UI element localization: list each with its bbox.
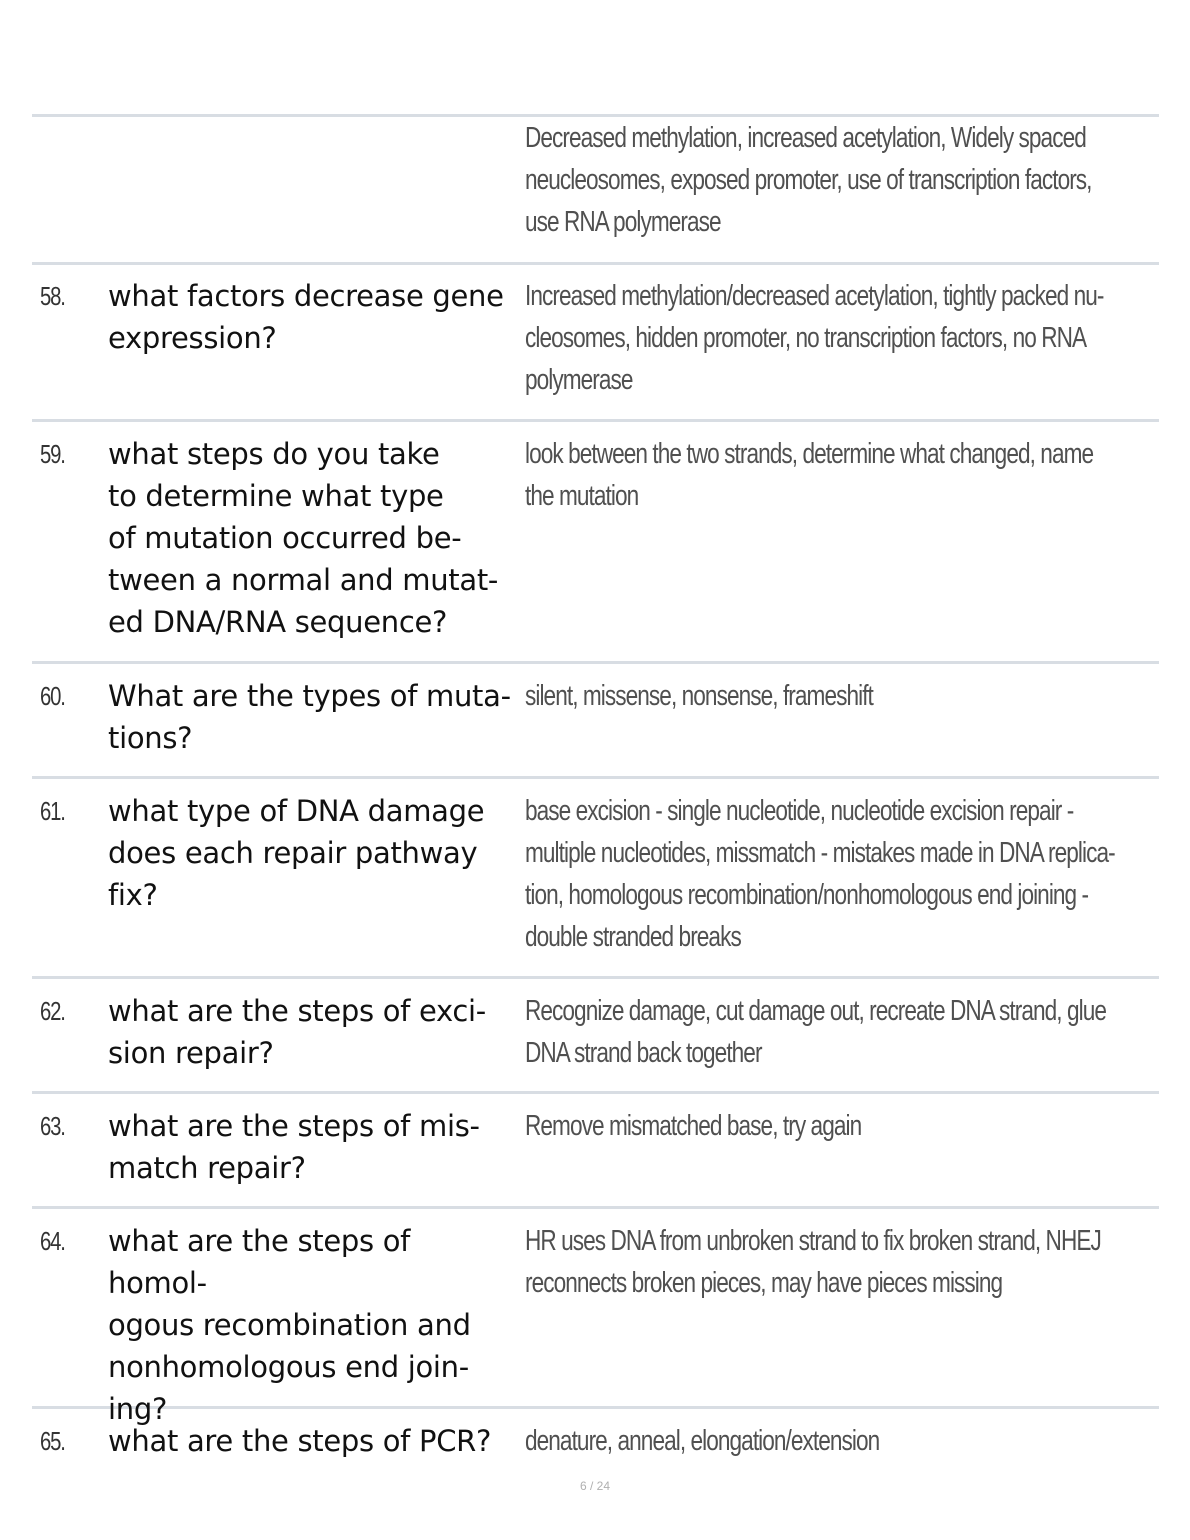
card-number: 61. (40, 796, 65, 826)
card-number: 65. (40, 1426, 65, 1456)
row-divider (32, 661, 1159, 664)
row-divider (32, 976, 1159, 979)
row-divider (32, 419, 1159, 422)
card-number: 60. (40, 681, 65, 711)
answer-text: base excision - single nucleotide, nucleotide excision repair - multiple nucleotides, missmatch - mistakes made in DNA replica- tion, homologous recombination/nonhomologous end joining - double stranded breaks (525, 795, 1115, 953)
question-text: what factors decrease gene expression? (108, 279, 504, 355)
answer-text: Decreased methylation, increased acetylation, Widely spaced neucleosomes, exposed promoter, use of transcription factors, use RNA polymerase (525, 122, 1092, 238)
row-divider (32, 776, 1159, 779)
card-number: 64. (40, 1226, 65, 1256)
row-divider (32, 1091, 1159, 1094)
question-text: what are the steps of mis- match repair? (108, 1109, 480, 1185)
answer-text: Recognize damage, cut damage out, recreate DNA strand, glue DNA strand back together (525, 995, 1107, 1069)
answer-text: Remove mismatched base, try again (525, 1110, 862, 1142)
question-text: what are the steps of exci- sion repair? (108, 994, 486, 1070)
answer-text: Increased methylation/decreased acetylation, tightly packed nu- cleosomes, hidden promoter, no transcription factors, no RNA polymerase (525, 280, 1104, 396)
question-text: what are the steps of PCR? (108, 1424, 492, 1458)
answer-text: denature, anneal, elongation/extension (525, 1425, 880, 1457)
question-text: what steps do you take to determine what type of mutation occurred be- tween a normal and mutat- ed DNA/RNA sequence? (108, 437, 499, 639)
card-number: 63. (40, 1111, 65, 1141)
card-number: 58. (40, 281, 65, 311)
answer-text: silent, missense, nonsense, frameshift (525, 680, 873, 712)
answer-text: HR uses DNA from unbroken strand to fix broken strand, NHEJ reconnects broken pieces, may have pieces missing (525, 1225, 1101, 1299)
question-text: what type of DNA damage does each repair pathway fix? (108, 794, 485, 912)
row-divider (32, 262, 1159, 265)
question-text: What are the types of muta- tions? (108, 679, 511, 755)
card-number: 62. (40, 996, 65, 1026)
page-indicator: 6 / 24 (579, 1479, 611, 1493)
card-number: 59. (40, 439, 65, 469)
row-divider (32, 1206, 1159, 1209)
question-text: what are the steps of homol- ogous recombination and nonhomologous end join- ing? (108, 1224, 471, 1426)
answer-text: look between the two strands, determine what changed, name the mutation (525, 438, 1094, 512)
